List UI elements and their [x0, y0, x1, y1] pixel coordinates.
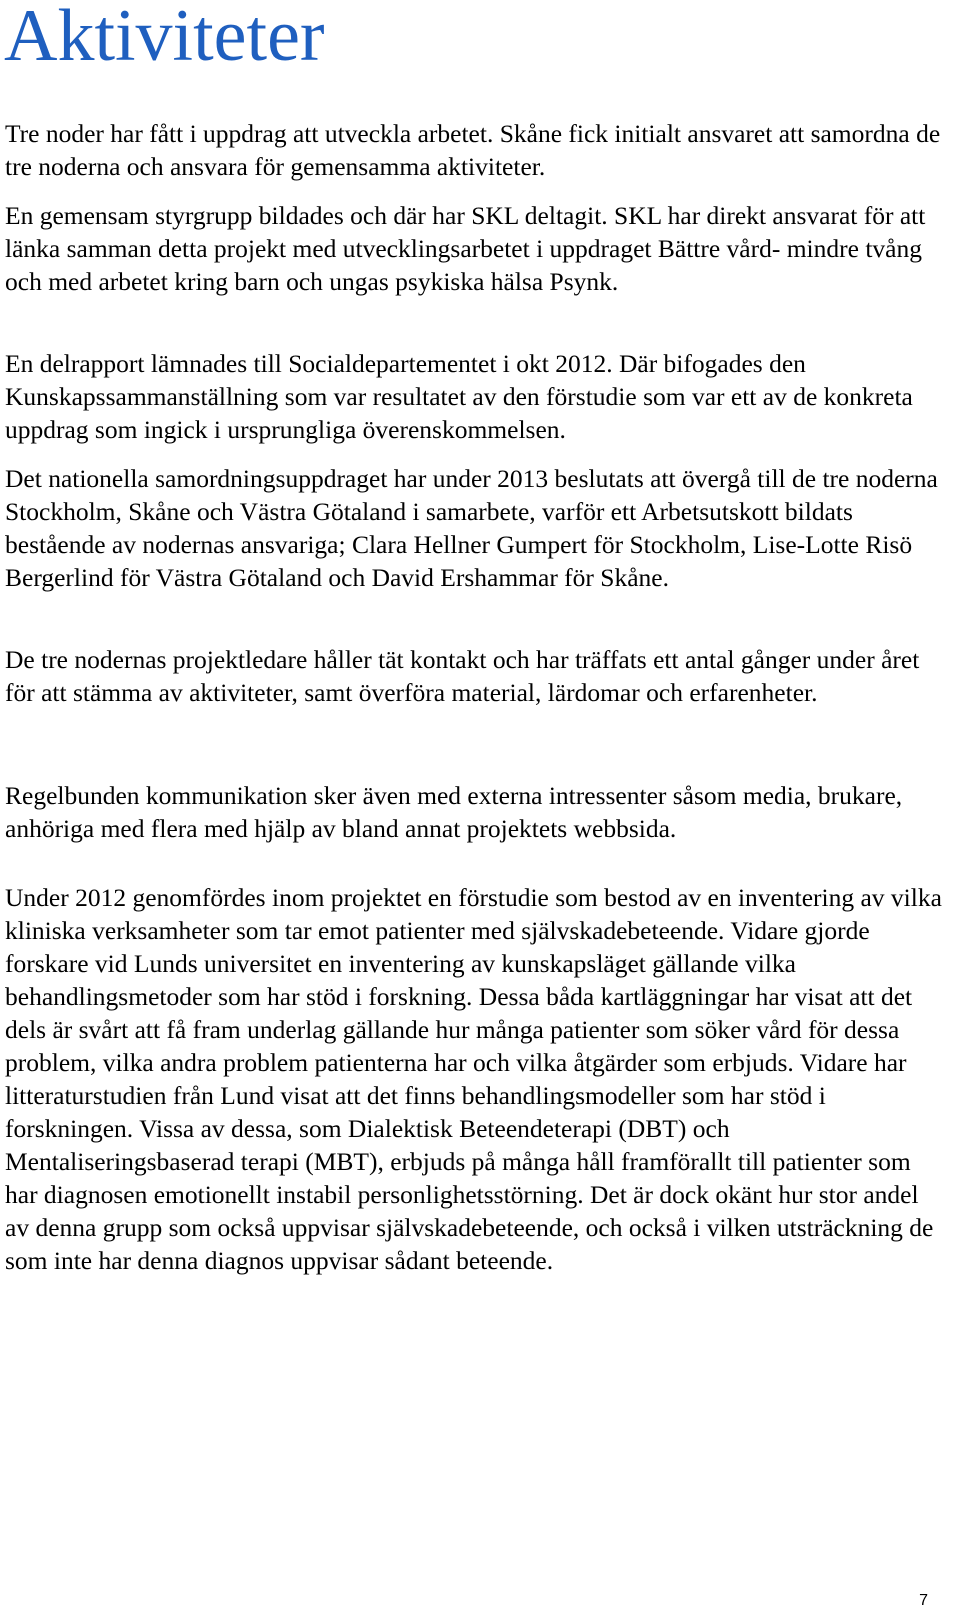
paragraph-noder: Tre noder har fått i uppdrag att utveckla arbetet. Skåne fick initialt ansvaret att samordna de tre noderna och ansvara för gemensamma aktiviteter. [5, 119, 941, 181]
paragraph-projektledare: De tre nodernas projektledare håller tät kontakt och har träffats ett antal gånger under året för att stämma av aktiviteter, samt överföra material, lärdomar och erfarenheter. [5, 645, 920, 707]
paragraph-forstudie: Under 2012 genomfördes inom projektet en förstudie som bestod av en inventering av vilka kliniska verksamheter som tar emot patienter med självskadebeteende. Vidare gjorde forskare vid Lunds universitet en inventering av kunskapsläget gällande vilka behandlingsmetoder som har stöd i forskning. Dessa båda kartläggningar har visat att det dels är svårt att få fram underlag gällande hur många patienter som söker vård för dessa problem, vilka andra problem patienterna har och vilka åtgärder som erbjuds. Vidare har litteraturstudien från Lund visat att det finns behandlingsmodeller som har stöd i forskningen. Vissa av dessa, som Dialektisk Beteendeterapi (DBT) och Mentaliseringsbaserad terapi (MBT), erbjuds på många håll framförallt till patienter som har diagnosen emotionellt instabil personlighetsstörning. Det är dock okänt hur stor andel av denna grupp som också uppvisar självskadebeteende, och också i vilken utsträckning de som inte har denna diagnos uppvisar sådant beteende. [5, 883, 942, 1275]
paragraph-styrgrupp: En gemensam styrgrupp bildades och där har SKL deltagit. SKL har direkt ansvarat för att länka samman detta projekt med utvecklingsarbetet i uppdraget Bättre vård- mindre tvång och med arbetet kring barn och ungas psykiska hälsa Psynk. [5, 201, 926, 296]
paragraph-samordningsuppdrag: Det nationella samordningsuppdraget har under 2013 beslutats att övergå till de tre noderna Stockholm, Skåne och Västra Götaland i samarbete, varför ett Arbetsutskott bildats bestående av nodernas ansvariga; Clara Hellner Gumpert för Stockholm, Lise-Lotte Risö Bergerlind för Västra Götaland och David Ershammar för Skåne. [5, 464, 938, 592]
page-number: 7 [919, 1592, 928, 1609]
paragraph-kommunikation: Regelbunden kommunikation sker även med externa intressenter såsom media, brukare, anhöriga med flera med hjälp av bland annat projektets webbsida. [5, 781, 903, 843]
page-heading: Aktiviteter [4, 0, 325, 77]
paragraph-delrapport: En delrapport lämnades till Socialdepartementet i okt 2012. Där bifogades den Kunskapssammanställning som var resultatet av den förstudie som var ett av de konkreta uppdrag som ingick i ursprungliga överenskommelsen. [5, 349, 913, 444]
